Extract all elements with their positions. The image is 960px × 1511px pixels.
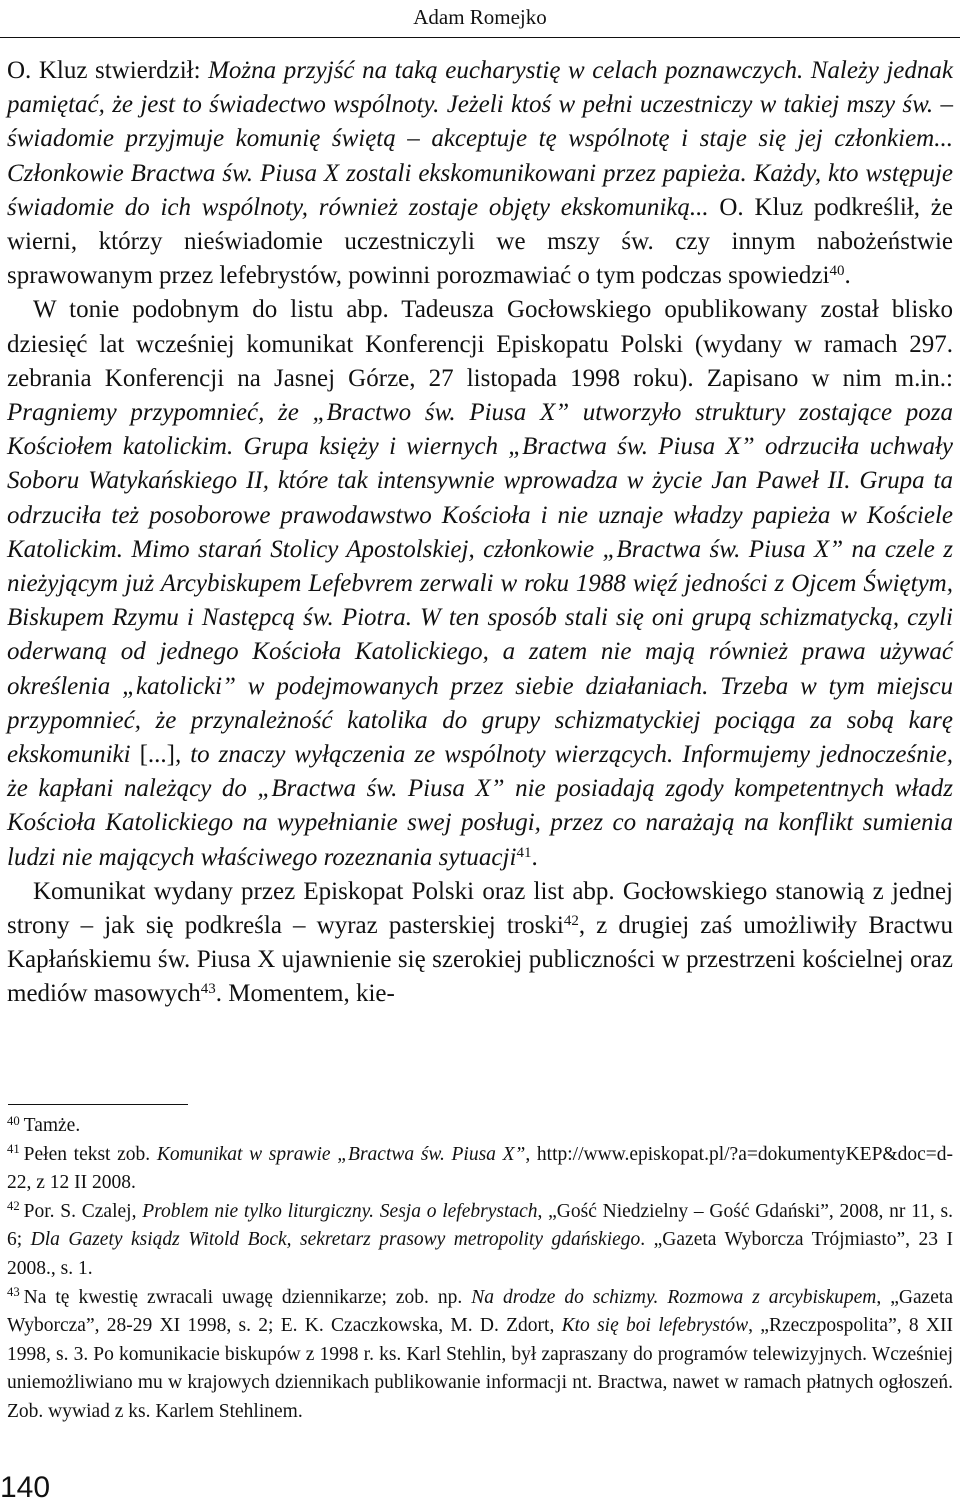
p2-text-e: . [531,843,538,871]
footnote-43 [7,1284,953,1427]
footnote-43-title-1: Na drodze do schizmy. Rozmowa z arcybiskupem [471,1286,877,1308]
p2-quote-2: , to znaczy wyłączenia ze wspólnoty wierzących. Informujemy jednocześnie, że kapłani należący do „Bractwa św. Piusa X” nie posiadają zgody kompetentnych władz Kościoła Katolickiego na wypełnianie swej posługi, przez co narażają na konflikt sumienia ludzi nie mających właściwego rozeznania sytuacji [7,741,954,871]
footnote-40-number: 40 [7,1113,20,1128]
footnote-42-title-2: Dla Gazety ksiądz Witold Bock, sekretarz prasowy metropolity gdańskiego [30,1229,641,1251]
p3-text-c: . Momentem, kie- [215,980,395,1008]
footnote-43-title-2: Kto się boi lefebrystów [561,1315,749,1337]
footnote-41-title: Komunikat w sprawie „Bractwa św. Piusa X” [156,1143,526,1165]
footnote-41-text-a: Pełen tekst zob. [23,1143,157,1165]
footnote-43-text-a: Na tę kwestię zwracali uwagę dziennikarze; zob. np. [23,1286,472,1308]
running-head [0,0,960,38]
page-number: 140 [0,1471,51,1504]
footnote-43-number: 43 [7,1285,20,1300]
body-text [7,54,953,1012]
footnote-41-number: 41 [7,1142,20,1157]
p2-quote-1: Pragniemy przypomnieć, że „Bractwo św. Piusa X” utworzyło struktury zostające poza Kościołem katolickim. Grupa księży i wiernych „Bractwa św. Piusa X” odrzuciła uchwały Soboru Watykańskiego II, które tak intensywnie wprowadza w życie Jan Paweł II. Grupa ta odrzuciła też posoborowe prawodawstwo Kościoła i nie uznaje władzy papieża w Kościele Katolickim. Mimo starań Stolicy Apostolskiej, członkowie „Bractwa św. Piusa X” na czele z nieżyjącym już Arcybiskupem Lefebvrem zerwali w roku 1988 więź jedności z Ojcem Świętym, Biskupem Rzymu i Następcą św. Piotra. W ten sposób stali się oni grupą schizmatycką, czyli oderwaną od jednego Kościoła Katolickiego, a zatem nie mają również prawa używać określenia „katolicki” w podejmowanych przez siebie działaniach. Trzeba w tym miejscu przypomnieć, że przynależność katolika do grupy schizmatyckiej pociąga za sobą karę ekskomuniki [7,399,953,769]
p3-text-b: , z drugiej zaś umożliwiły Bractwu Kapłańskiemu św. Piusa X ujawnienie się szerokiej publiczności w przestrzeni kościelnej oraz mediów masowych [7,912,954,1008]
paragraph-2 [7,293,953,874]
footnote-41 [7,1141,953,1198]
footnotes [7,1112,953,1427]
footnote-43-text-e: , „Rzeczpospolita”, 8 XII 1998, s. 3. Po komunikacie biskupów z 1998 r. ks. Karl Stehlin, był zapraszany do programów telewizyjnych. Wcześniej uniemożliwiano mu w krajowych dziennikach publikowanie informacji nt. Bractwa, nawet w ramach płatnych ogłoszeń. Zob. wywiad z ks. Karlem Stehlinem. [7,1315,953,1422]
paragraph-3 [7,875,953,1012]
header-author: Adam Romejko [413,5,547,29]
footnote-40 [7,1112,953,1141]
footnote-41-text-c: , http://www.episkopat.pl/?a=dokumentyKEP&doc=d-22, z 12 II 2008. [7,1143,953,1194]
footnote-42 [7,1198,953,1284]
footnote-ref-40[interactable]: 40 [829,262,845,279]
p3-text-a: Komunikat wydany przez Episkopat Polski oraz list abp. Gocłowskiego stanowią z jednej strony – jak się podkreśla – wyraz pasterskiej troski [7,877,953,940]
footnote-42-title-1: Problem nie tylko liturgiczny. Sesja o lefebrystach [142,1200,538,1222]
p2-text-a: W tonie podobnym do listu abp. Tadeusza Gocłowskiego opublikowany został blisko dziesięć lat wcześniej komunikat Konferencji Episkopatu Polski (wydany w ramach 297. zebrania Konferencji na Jasnej Górze, 27 listopada 1998 roku). Zapisano w nim m.in.: [7,296,953,392]
footnote-43-text-c: , „Gazeta Wyborcza”, 28-29 XI 1998, s. 2; E. K. Czaczkowska, M. D. Zdort, [7,1286,953,1337]
footnote-42-text-c: , „Gość Niedzielny – Gość Gdański”, 2008, nr 11, s. 6; [7,1200,953,1251]
footnote-42-number: 42 [7,1199,20,1214]
footnote-42-text-a: Por. S. Czalej, [23,1200,143,1222]
footnote-ref-43[interactable]: 43 [200,981,216,998]
p1-text-c: O. Kluz podkreślił, że wierni, którzy nieświadomie uczestniczyli we mszy św. czy innym nabożeństwie sprawowanym przez lefebrystów, powinni porozmawiać o tym podczas spowiedzi [7,193,953,290]
footnote-40-text: Tamże. [23,1115,81,1136]
footnote-ref-41[interactable]: 41 [516,844,532,861]
p1-text-a: O. Kluz stwierdził: [7,57,209,84]
footnote-ref-42[interactable]: 42 [563,912,579,929]
p1-text-d: . [844,262,851,290]
footnote-42-text-e: . „Gazeta Wyborcza Trójmiasto”, 23 I 2008., s. 1. [7,1229,954,1279]
p2-ellipsis: [...] [139,741,175,769]
footnote-separator [8,1104,188,1105]
p1-quote: Można przyjść na taką eucharystię w celach poznawczych. Należy jednak pamiętać, że jest to świadectwo wspólnoty. Jeżeli ktoś w pełni uczestniczy w takiej mszy św. – świadomie przyjmuje komunię świętą – akceptuje tę wspólnotę i staje się jej członkiem... Członkowie Bractwa św. Piusa X zostali ekskomunikowani przez papieża. Każdy, kto wstępuje świadomie do ich wspólnoty, również zostaje objęty ekskomuniką... [7,57,953,221]
paragraph-1 [7,54,953,293]
